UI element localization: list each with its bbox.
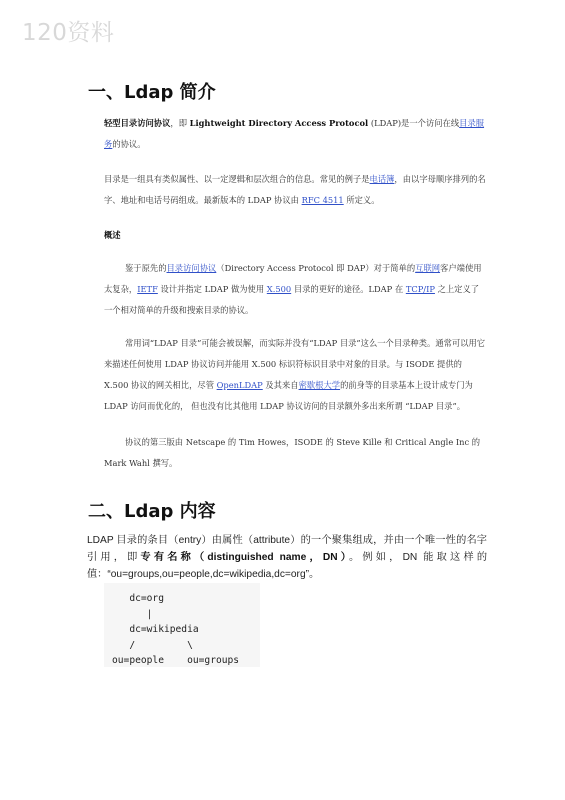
watermark: 120资料 [22, 20, 115, 46]
link-x500[interactable]: X.500 [266, 284, 292, 294]
link-openldap[interactable]: OpenLDAP [216, 380, 263, 390]
section-heading-intro: 一、Ldap 简介 [88, 82, 216, 103]
directory-paragraph: 目录是一组具有类似属性、以一定逻辑和层次组合的信息。常见的例子是电话簿，由以字母顺序排列的名字、地址和电话号码组成。最新版本的 LDAP 协议由 RFC 4511 所定义。 [104, 174, 486, 205]
link-directory-access-protocol[interactable]: 目录访问协议 [166, 263, 217, 273]
link-directory-service[interactable]: 目录服务 [104, 118, 485, 149]
dn-paragraph: LDAP 目录的条目（entry）由属性（attribute）的一个聚集组成，并由一个唯一性的名字引用，即专有名称（distinguished name，DN）。例如，DN 能取这样的值：“ou=groups,ou=people,dc=wikipedia,dc=org”。 [87, 535, 488, 580]
link-ietf[interactable]: IETF [137, 284, 158, 294]
dn-tree-diagram [104, 583, 260, 667]
section-heading-content: 二、Ldap 内容 [88, 501, 216, 522]
ldap-directory-paragraph: 常用词“LDAP 目录”可能会被误解，而实际并没有“LDAP 目录”这么一个目录种类。通常可以用它来描述任何使用 LDAP 协议访问并能用 X.500 标识符标识目录中对象的目录。与 ISODE 提供的 X.500 协议的网关相比，尽管 OpenLDAP 及其来自密歇根大学的前身等的目录基本上设计成专门为 LDAP 访问而优化的， 但也没有比其他用 LDAP 协议访问的目录额外多出来所谓 “LDAP 目录”。 [104, 338, 486, 411]
link-phonebook[interactable]: 电话簿 [369, 174, 395, 184]
intro-bold-term: 轻型目录访问协议 [104, 118, 171, 128]
authors-paragraph: 协议的第三版由 Netscape 的 Tim Howes，ISODE 的 Steve Kille 和 Critical Angle Inc 的 Mark Wahl 撰写。 [104, 437, 481, 468]
intro-english-term: Lightweight Directory Access Protocol [189, 118, 369, 128]
overview-label: 概述 [104, 230, 121, 240]
link-internet[interactable]: 互联网 [415, 263, 441, 273]
link-tcp-ip[interactable]: TCP/IP [405, 284, 435, 294]
dn-tree-code: dc=org | dc=wikipedia / \ ou=people ou=groups [112, 593, 240, 666]
intro-paragraph: 轻型目录访问协议，即 Lightweight Directory Access Protocol (LDAP)是一个访问在线目录服务的协议。 [104, 118, 485, 149]
link-rfc-4511[interactable]: RFC 4511 [301, 195, 344, 205]
overview-paragraph: 鉴于原先的目录访问协议（Directory Access Protocol 即 DAP）对于简单的互联网客户端使用太复杂，IETF 设计并指定 LDAP 做为使用 X.500 目录的更好的途径。LDAP 在 TCP/IP 之上定义了一个相对简单的升级和搜索目录的协议。 [104, 263, 482, 315]
dn-bold-term: 专有名称（distinguished name，DN） [140, 552, 350, 563]
link-university-of-michigan[interactable]: 密歇根大学 [298, 380, 341, 390]
